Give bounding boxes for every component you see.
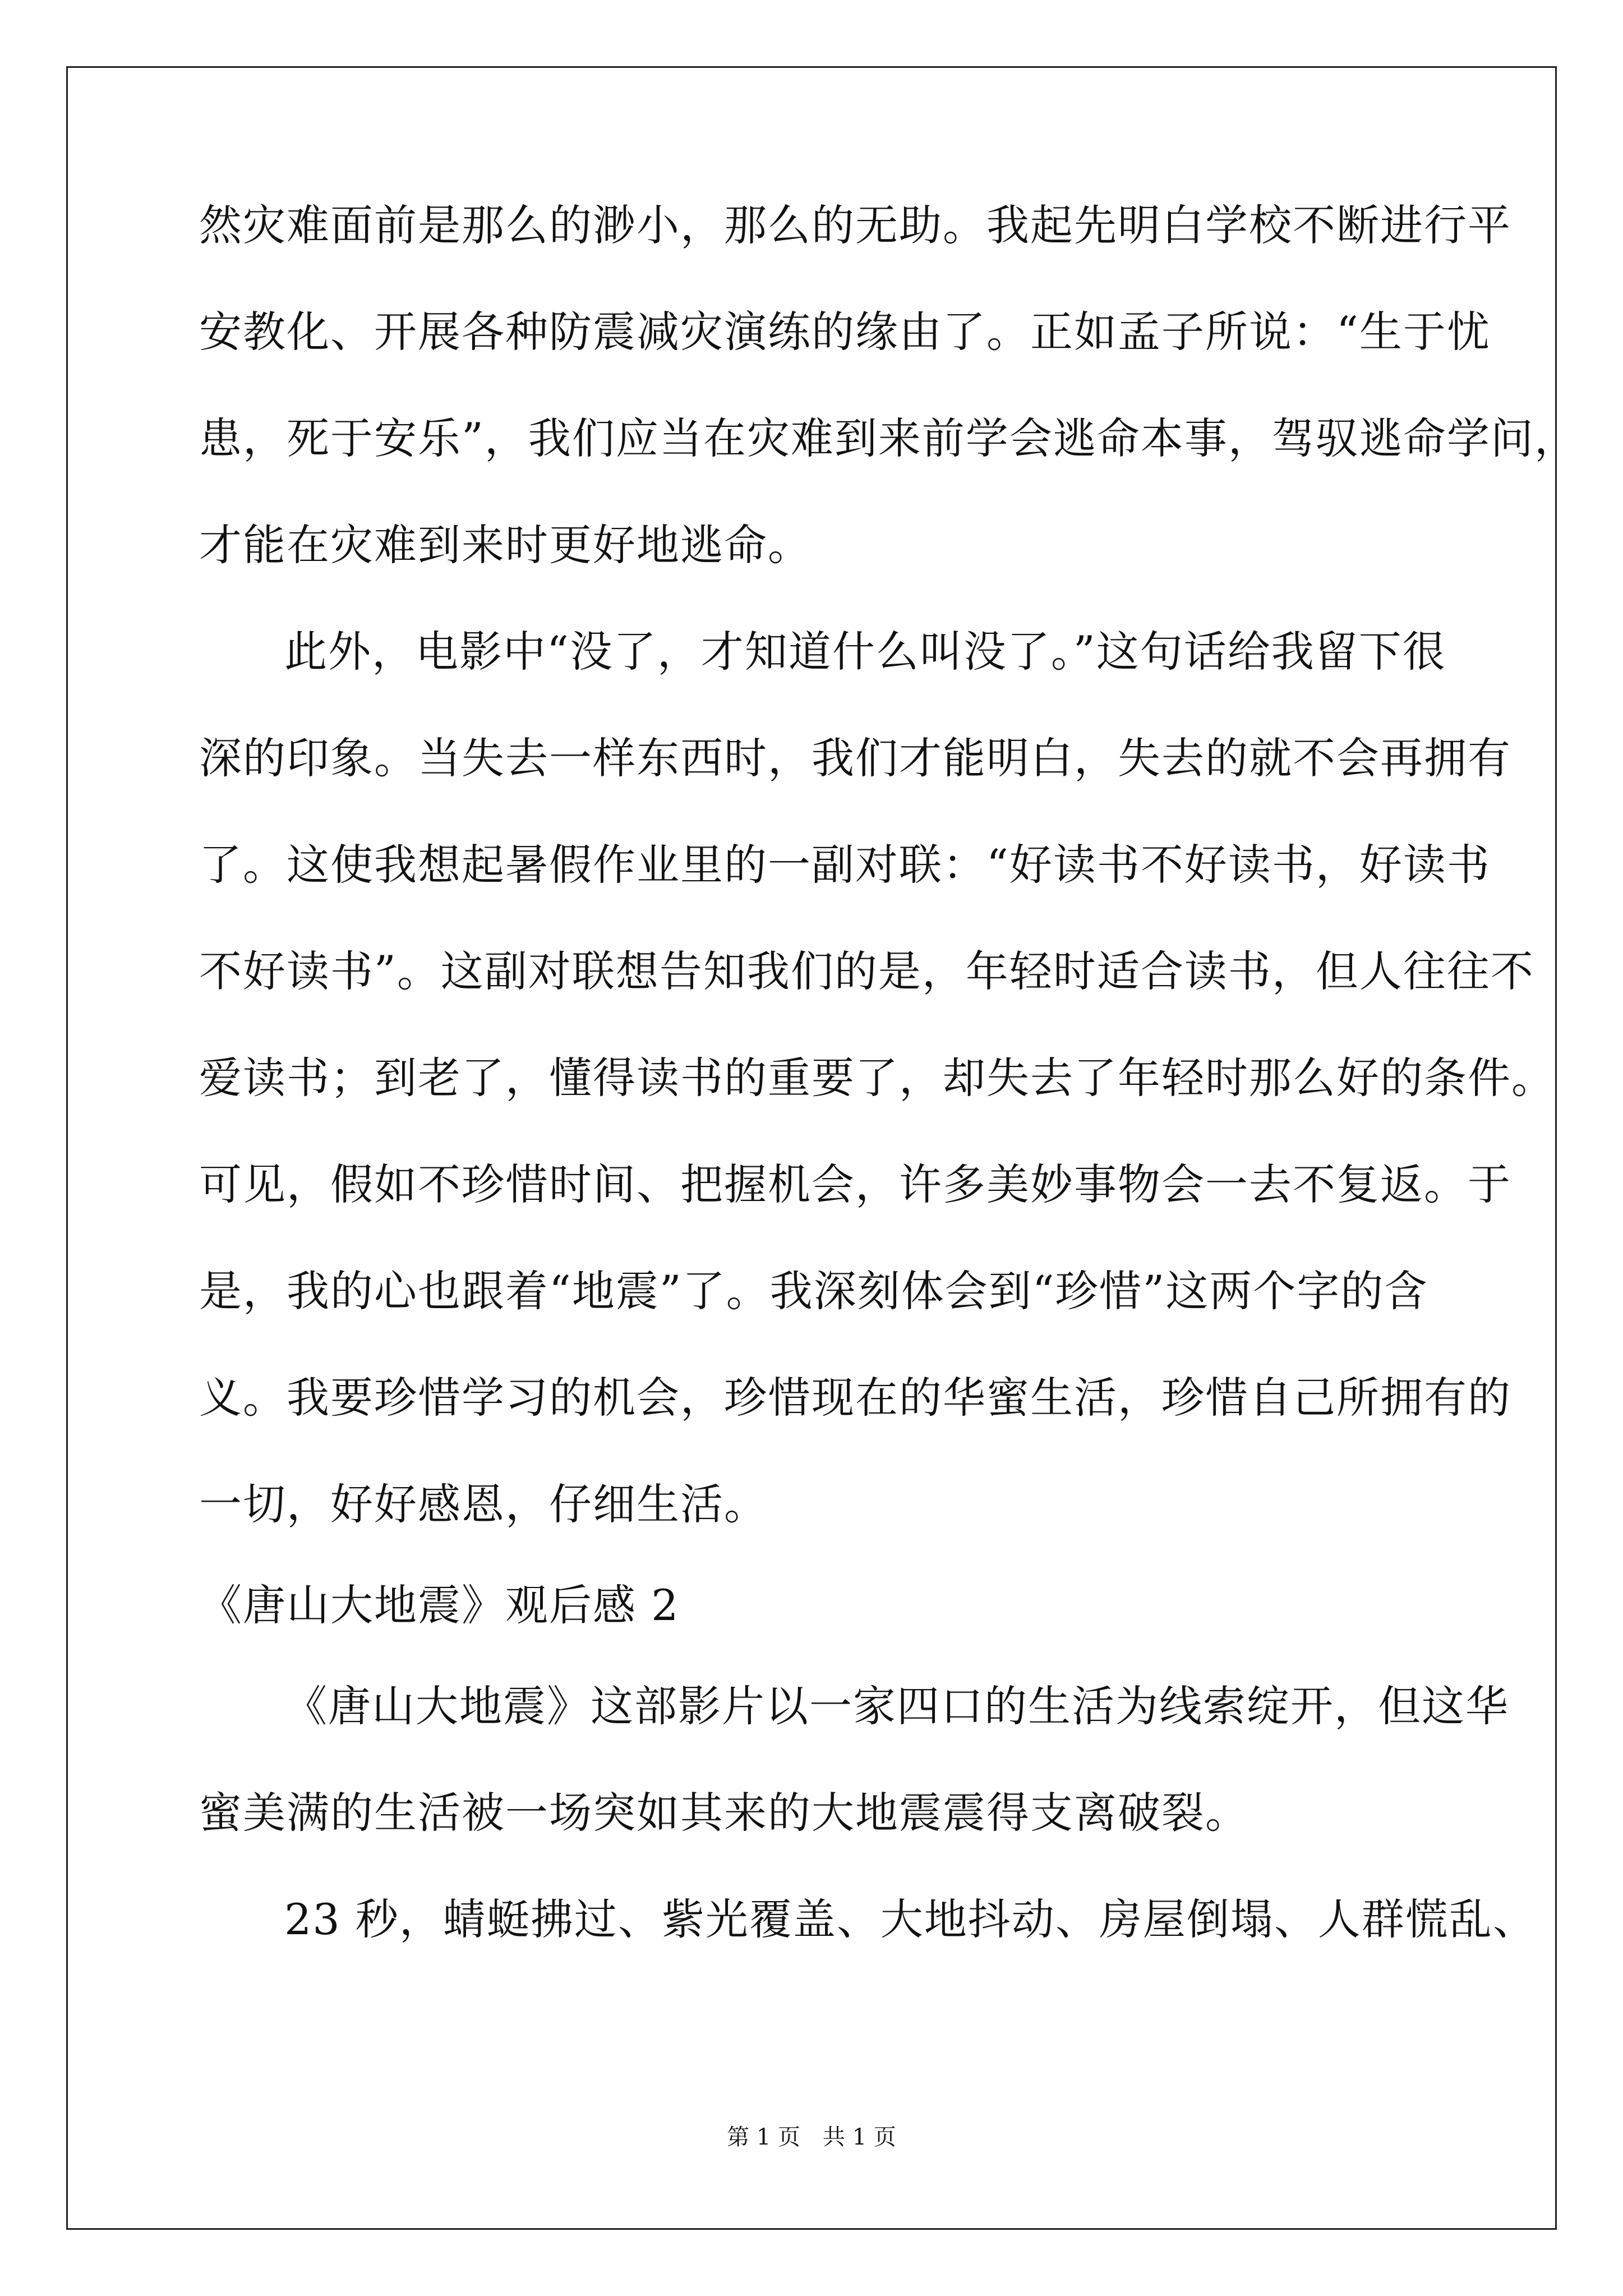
text-line: 才能在灾难到来时更好地逃命。 — [199, 520, 811, 570]
paragraph-start-line: 23 秒，蜻蜓拂过、紫光覆盖、大地抖动、房屋倒塌、人群慌乱、 — [284, 1894, 1537, 1944]
text-line: 一切，好好感恩，仔细生活。 — [199, 1479, 768, 1529]
text-line: 了。这使我想起暑假作业里的一副对联：“好读书不好读书，好读书 — [199, 840, 1491, 890]
text-line: 患，死于安乐”，我们应当在灾难到来前学会逃命本事，驾驭逃命学问， — [199, 413, 1578, 463]
text-line: 可见，假如不珍惜时间、把握机会，许多美妙事物会一去不复返。于 — [199, 1159, 1511, 1209]
paragraph-start-line: 此外，电影中“没了，才知道什么叫没了。”这句话给我留下很 — [284, 627, 1446, 677]
page-footer: 第 1 页 共 1 页 — [727, 2124, 896, 2150]
text-line: 是，我的心也跟着“地震”了。我深刻体会到“珍惜”这两个字的含 — [199, 1266, 1428, 1316]
text-line: 安教化、开展各种防震减灾演练的缘由了。正如孟子所说：“生于忧 — [199, 307, 1491, 357]
text-line: 不好读书”。这副对联想告知我们的是，年轻时适合读书，但人往往不 — [199, 946, 1534, 996]
paragraph-start-line: 《唐山大地震》这部影片以一家四口的生活为线索绽开，但这华 — [284, 1681, 1509, 1731]
text-line: 然灾难面前是那么的渺小，那么的无助。我起先明白学校不断进行平 — [199, 200, 1511, 250]
text-line: 深的印象。当失去一样东西时，我们才能明白，失去的就不会再拥有 — [199, 733, 1511, 783]
text-line: 蜜美满的生活被一场突如其来的大地震震得支离破裂。 — [199, 1788, 1249, 1838]
section-heading: 《唐山大地震》观后感 2 — [199, 1580, 680, 1630]
text-line: 义。我要珍惜学习的机会，珍惜现在的华蜜生活，珍惜自己所拥有的 — [199, 1373, 1511, 1423]
text-line: 爱读书；到老了，懂得读书的重要了，却失去了年轻时那么好的条件。 — [199, 1053, 1555, 1103]
